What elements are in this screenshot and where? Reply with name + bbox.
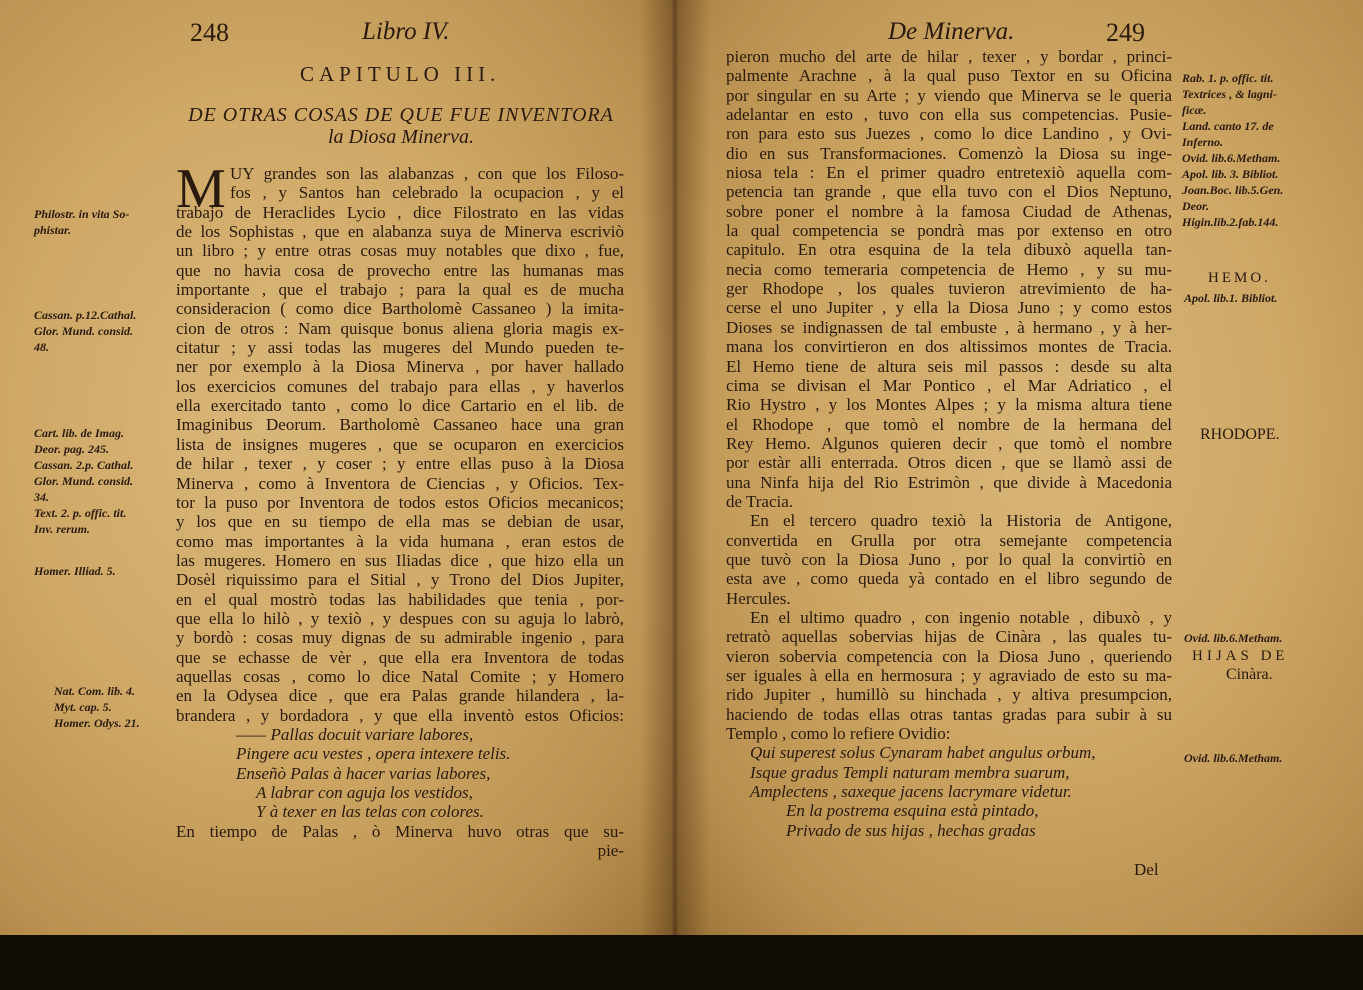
verse-line: Enseñò Palas à hacer varias labores, bbox=[236, 763, 491, 783]
text-line: ser iguales à ella en hermosura ; y agraviado de esto su ma- bbox=[726, 666, 1172, 685]
section-heading-rhodope: RHODOPE. bbox=[1200, 426, 1280, 443]
text-line: citatur ; y assi todas las mugeres del Mundo pueden te- bbox=[176, 338, 624, 358]
text-line: el Rhodope , que tomò el nombre de la hermana del bbox=[726, 414, 1172, 434]
book-gutter bbox=[640, 0, 710, 935]
text-line: petencia tan grande , que ella tuvo con el Dios Neptuno, bbox=[726, 182, 1172, 202]
text-line: Dioses se indignassen de tal embuste , à hermano , y à her- bbox=[726, 317, 1172, 337]
text-line: niosa tela : En el primer quadro entretexiò aquella com- bbox=[726, 163, 1172, 183]
verse-line: Qui superest solus Cynaram habet angulus orbum, bbox=[750, 743, 1096, 763]
text-line: palmente Arachne , à la qual puso Textor en su Oficina bbox=[726, 66, 1172, 86]
catchword-left: pie- bbox=[597, 841, 624, 861]
section-heading-hijas: HIJAS DE bbox=[1192, 648, 1289, 664]
text-line: como mas importantes à la vida humana , eran estos de bbox=[176, 531, 624, 551]
left-body-text bbox=[176, 158, 624, 861]
text-line: UY grandes son las alabanzas , con que los Filoso- bbox=[230, 164, 624, 183]
text-line: aquellas cosas , como lo dice Natal Comite ; y Homero bbox=[176, 666, 624, 686]
text-line: pieron mucho del arte de hilar , texer , y bordar , princi- bbox=[726, 47, 1172, 66]
text-line: por estàr alli enterrada. Otros dicen , que se llamò assi de bbox=[726, 453, 1172, 473]
text-line: que se echasse de vèr , que ella era Inventora de todas bbox=[176, 647, 624, 667]
text-line: vieron sobervia competencia con la Diosa Juno , queriendo bbox=[726, 646, 1172, 666]
text-line: fos , y Santos han celebrado la ocupacion , y el bbox=[230, 183, 624, 203]
text-line: Imaginibus Deorum. Bartholomè Cassaneo hace una gran bbox=[176, 415, 624, 435]
background-band bbox=[0, 935, 1363, 990]
text-line: En tiempo de Palas , ò Minerva huvo otras que su- bbox=[176, 821, 624, 841]
text-line: Rey Hemo. Algunos quieren decir , que tomò el nombre bbox=[726, 433, 1172, 453]
verse-line: En la postrema esquina està pintado, bbox=[786, 801, 1039, 821]
running-head-right: De Minerva. bbox=[888, 18, 1015, 45]
text-line: un libro ; y entre otras cosas muy notables que dixo , fue, bbox=[176, 241, 624, 261]
text-line: que ella lo hilò , y texiò , y despues con su aguja lo labrò, bbox=[176, 608, 624, 628]
margin-note: Cart. lib. de Imag. Deor. pag. 245. Cassan. 2.p. Cathal. Glor. Mund. consid. 34. Text. 2. p. offic. tit. Inv. rerum. bbox=[34, 426, 134, 536]
page-number-left: 248 bbox=[190, 18, 229, 47]
text-line: una Ninfa hija del Rio Estrimòn , que divide à Macedonia bbox=[726, 472, 1172, 492]
margin-note: Apol. lib.1. Bibliot. bbox=[1184, 291, 1278, 305]
text-line: la qual competencia se pondrà mas por extenso en otro bbox=[726, 221, 1172, 241]
text-line: importante , que el trabajo ; para la qual es de mucha bbox=[176, 280, 624, 300]
text-line: brandera , y bordadora , y que ella inventò estos Oficios: bbox=[176, 705, 624, 725]
margin-note: Cassan. p.12.Cathal. Glor. Mund. consid. 48. bbox=[34, 308, 137, 354]
right-body-text bbox=[726, 47, 1172, 840]
section-heading-hemo: HEMO. bbox=[1208, 270, 1271, 286]
text-line: de los Sophistas , que en alabanza suya de Minerva escriviò bbox=[176, 222, 624, 242]
text-line: haciendo de todas ellas otras tantas gradas para subir à su bbox=[726, 704, 1172, 724]
text-line: que no havia cosa de provecho entre las humanas mas bbox=[176, 260, 624, 280]
chapter-subtitle-line-2: la Diosa Minerva. bbox=[327, 126, 475, 148]
text-line: ella exercitado tanto , como lo dice Cartario en el lib. de bbox=[176, 396, 624, 416]
text-line: los exercicios comunes del trabajo para ellas , y haverlos bbox=[176, 376, 624, 396]
section-heading-cinara: Cinàra. bbox=[1226, 666, 1273, 683]
text-line: En el ultimo quadro , con ingenio notable , dibuxò , y bbox=[750, 607, 1172, 627]
text-line: mana los convirtieron en dos altissimos montes de Tracia. bbox=[726, 337, 1172, 357]
verse-line: Y à texer en las telas con colores. bbox=[256, 802, 484, 822]
margin-note: Ovid. lib.6.Metham. bbox=[1184, 631, 1283, 645]
chapter-subtitle bbox=[178, 104, 624, 148]
text-line: Rio Hystro , y los Montes Alpes ; y la misma altura tiene bbox=[726, 395, 1172, 415]
text-line: ger Rhodope , los quales tuvieron atrevimiento de ha- bbox=[726, 279, 1172, 299]
text-line: ron para esto sus Juezes , como lo dice Landino , y Ovi- bbox=[726, 124, 1172, 144]
text-line: sobre poner el nombre à la famosa Ciudad de Athenas, bbox=[726, 201, 1172, 221]
text-line: Hercules. bbox=[726, 588, 791, 608]
text-line: dio en sus Transformaciones. Comenzò la Diosa su inge- bbox=[726, 143, 1172, 163]
text-line: y bordò : cosas muy dignas de su admirable ingenio , para bbox=[176, 628, 624, 648]
verse-line: —— Pallas docuit variare labores, bbox=[236, 724, 474, 744]
left-page bbox=[0, 0, 672, 935]
text-line: las mugeres. Homero en sus Iliadas dice , que hizo ella un bbox=[176, 550, 624, 570]
text-line: capitulo. En otra esquina de la tela dibuxò aquella tan- bbox=[726, 240, 1172, 260]
text-line: y los que en su tiempo de ella mas se debian de usar, bbox=[176, 512, 624, 532]
verse-line: Isque gradus Templi naturam membra suarum, bbox=[750, 762, 1070, 782]
text-line: consideracion ( como dice Bartholomè Cassaneo ) la imita- bbox=[176, 299, 624, 319]
text-line: adelantar en esto , tuvo con ella sus competencias. Pusie- bbox=[726, 105, 1172, 125]
text-line: en la Odysea dice , que era Palas grande hilandera , la- bbox=[176, 686, 624, 706]
text-line: que tuvò con la Diosa Juno , por lo qual la convirtiò en bbox=[726, 549, 1172, 569]
text-line: en el qual mostrò todas las habilidades que tenia , por- bbox=[176, 589, 624, 609]
text-line: ner por exemplo à la Diosa Minerva , por haver hallado bbox=[176, 357, 624, 377]
text-line: de hilar , texer , y coser ; y entre ellas puso à la Diosa bbox=[176, 454, 624, 474]
verse-line: A labrar con aguja los vestidos, bbox=[256, 783, 473, 802]
text-line: Minerva , como à Inventora de Ciencias , y Oficios. Tex- bbox=[176, 473, 624, 493]
text-line: cerse el uno Jupiter , y ella la Diosa Juno ; y como estos bbox=[726, 298, 1172, 318]
text-line: lista de insignes mugeres , que se ocuparon en exercicios bbox=[176, 434, 624, 454]
verse-line: Pingere acu vestes , opera intexere telis. bbox=[236, 744, 511, 764]
text-line: necia como temeraria competencia de Hemo , y su mu- bbox=[726, 259, 1172, 279]
text-line: cima se divisan el Mar Pontico , el Mar Adriatico , el bbox=[726, 375, 1172, 395]
text-line: cion de otros : Nam quisque bonus aliena gloria magis ex- bbox=[176, 318, 624, 338]
verse-line: Privado de sus hijas , hechas gradas bbox=[786, 820, 1036, 840]
text-line: El Hemo tiene de altura seis mil passos : desde su alta bbox=[726, 356, 1172, 376]
text-line: convertida en Grulla por otra semejante competencia bbox=[726, 530, 1172, 550]
text-line: retratò aquellas sobervias hijas de Cinàra , las quales tu- bbox=[726, 627, 1172, 647]
text-line: por singular en su Arte ; y viendo que Minerva se le queria bbox=[726, 85, 1172, 105]
margin-note: Rab. 1. p. offic. tit. Textrices , & lagni- ficæ. Land. canto 17. de Inferno. Ovid. lib.6.Metham. Apol. lib. 3. Bibliot. Joan.Boc. lib.5.Gen. Deor. Higin.lib.2.fab.144. bbox=[1182, 71, 1284, 229]
text-line: trabajo de Heraclides Lycio , dice Filostrato en las vidas bbox=[176, 202, 624, 222]
text-line: tor la puso por Inventora de todos estos Oficios mecanicos; bbox=[176, 492, 624, 512]
verse-line: Amplectens , saxeque jacens lacrymare videtur. bbox=[750, 782, 1072, 802]
text-line: En el tercero quadro texiò la Historia de Antigone, bbox=[750, 511, 1172, 531]
drop-cap: M bbox=[176, 158, 226, 220]
text-line: rido Jupiter , humillò su hinchada , y altiva presumpcion, bbox=[726, 685, 1172, 705]
margin-note: Homer. Illiad. 5. bbox=[34, 564, 116, 578]
margin-note: Nat. Com. lib. 4. Myt. cap. 5. Homer. Odys. 21. bbox=[54, 684, 140, 730]
running-head-left: Libro IV. bbox=[362, 18, 450, 45]
chapter-subtitle-line-1: DE OTRAS COSAS DE QUE FUE INVENTORA bbox=[188, 104, 614, 126]
margin-note: Ovid. lib.6.Metham. bbox=[1184, 751, 1283, 765]
page-number-right: 249 bbox=[1106, 18, 1145, 47]
text-line: Dosèl riquissimo para el Sitial , y Trono del Dios Jupiter, bbox=[176, 570, 624, 590]
text-line: Templo , como lo refiere Ovidio: bbox=[726, 724, 951, 744]
text-line: de Tracia. bbox=[726, 491, 794, 511]
catchword-right: Del bbox=[1134, 860, 1159, 879]
margin-note: Philostr. in vita So- phistar. bbox=[34, 207, 130, 237]
right-page bbox=[672, 0, 1363, 935]
text-line: esta ave , como queda yà contado en el libro segundo de bbox=[726, 569, 1172, 589]
chapter-title: CAPITULO III. bbox=[300, 62, 501, 86]
